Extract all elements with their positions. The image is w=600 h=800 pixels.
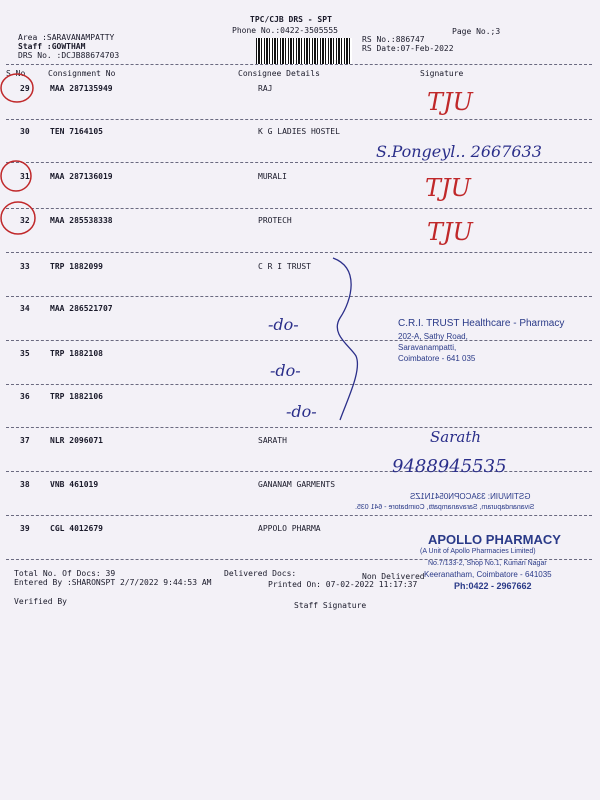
row-sno: 33 xyxy=(20,262,30,271)
gananam-stamp-line2: Sivanandapuram, Saravanampatti, Coimbatore - 641 035. xyxy=(355,504,535,511)
ditto-row-36: -do- xyxy=(286,402,317,421)
printed-on: Printed On: 07-02-2022 11:17:37 xyxy=(268,580,418,589)
row-consignment: TRP 1882099 xyxy=(50,262,103,271)
row-consignment: TRP 1882108 xyxy=(50,349,103,358)
row-sno: 29 xyxy=(20,84,30,93)
area-label: Area :SARAVANAMPATTY xyxy=(18,33,115,42)
row-sno: 34 xyxy=(20,304,30,313)
row-consignee: SARATH xyxy=(258,436,287,445)
row-sno: 39 xyxy=(20,524,30,533)
staff-signature: Staff Signature xyxy=(294,601,367,610)
row-sno: 36 xyxy=(20,392,30,401)
row-consignment: TRP 1882106 xyxy=(50,392,103,401)
total-docs: Total No. Of Docs: 39 xyxy=(14,569,116,578)
apollo-stamp-line3: Keeranatham, Coimbatore - 641035 xyxy=(424,570,552,579)
row-sno: 32 xyxy=(20,216,30,225)
row-consignment: NLR 2096071 xyxy=(50,436,103,445)
circle-marker-32 xyxy=(1,202,35,234)
phone-row-37: 9488945535 xyxy=(392,456,507,477)
signature-row-30: S.Pongeyl.. 2667633 xyxy=(376,142,542,161)
gananam-stamp-line1: GSTIN/UIN: 33ACOPN0541N1ZS xyxy=(410,492,531,501)
ditto-row-34: -do- xyxy=(268,315,299,334)
row-consignment: MAA 286521707 xyxy=(50,304,113,313)
apollo-stamp-name: APOLLO PHARMACY xyxy=(428,532,561,547)
cri-stamp-line2: Saravanampatti, xyxy=(398,343,457,352)
circle-marker-31 xyxy=(1,161,31,191)
cri-stamp-line1: 202-A, Sathy Road, xyxy=(398,332,468,341)
rs-date: RS Date:07-Feb-2022 xyxy=(362,44,454,53)
signature-row-31: TJU xyxy=(425,174,471,202)
row-sno: 35 xyxy=(20,349,30,358)
apollo-stamp-line2: No.7/133-2, Shop No.1, Kumari Nagar xyxy=(428,560,547,567)
apollo-stamp-line1: (A Unit of Apollo Pharmacies Limited) xyxy=(420,548,536,555)
row-consignee: PROTECH xyxy=(258,216,292,225)
row-consignee: K G LADIES HOSTEL xyxy=(258,127,340,136)
page-number: Page No.;3 xyxy=(452,27,501,36)
non-delivered-docs: Non Delivered xyxy=(362,572,425,581)
staff-label: Staff :GOWTHAM xyxy=(18,42,86,51)
row-sno: 30 xyxy=(20,127,30,136)
column-sno: S No xyxy=(6,69,26,78)
entered-by: Entered By :SHARONSPT 2/7/2022 9:44:53 AM xyxy=(14,578,212,587)
row-consignment: MAA 285538338 xyxy=(50,216,113,225)
ditto-brace xyxy=(333,258,357,420)
row-consignee: C R I TRUST xyxy=(258,262,311,271)
row-consignment: CGL 4012679 xyxy=(50,524,103,533)
column-consignment: Consignment No xyxy=(48,69,116,78)
row-sno: 31 xyxy=(20,172,30,181)
signature-row-29: TJU xyxy=(427,88,473,116)
row-consignee: GANANAM GARMENTS xyxy=(258,480,336,489)
row-consignee: MURALI xyxy=(258,172,287,181)
cri-stamp-line3: Coimbatore - 641 035 xyxy=(398,354,476,363)
cri-stamp-name: C.R.I. TRUST Healthcare - Pharmacy xyxy=(398,318,565,329)
apollo-stamp-phone: Ph:0422 - 2967662 xyxy=(454,581,532,591)
row-consignment: VNB 461019 xyxy=(50,480,99,489)
row-consignee: RAJ xyxy=(258,84,273,93)
row-consignee: APPOLO PHARMA xyxy=(258,524,321,533)
signature-row-32: TJU xyxy=(427,218,473,246)
ditto-row-35: -do- xyxy=(270,361,301,380)
circle-marker-29 xyxy=(1,74,33,102)
row-consignment: TEN 7164105 xyxy=(50,127,103,136)
rs-number: RS No.:886747 xyxy=(362,35,425,44)
drs-number: DRS No. :DCJB88674703 xyxy=(18,51,120,60)
row-consignment: MAA 287135949 xyxy=(50,84,113,93)
column-signature: Signature xyxy=(420,69,464,78)
row-sno: 38 xyxy=(20,480,30,489)
verified-by: Verified By xyxy=(14,597,67,606)
signature-row-37: Sarath xyxy=(430,428,482,446)
row-sno: 37 xyxy=(20,436,30,445)
document-title: TPC/CJB DRS - SPT xyxy=(250,15,332,24)
phone-number: Phone No.:0422-3505555 xyxy=(232,26,338,35)
row-consignment: MAA 287136019 xyxy=(50,172,113,181)
column-consignee: Consignee Details xyxy=(238,69,320,78)
delivered-docs: Delivered Docs: xyxy=(224,569,297,578)
